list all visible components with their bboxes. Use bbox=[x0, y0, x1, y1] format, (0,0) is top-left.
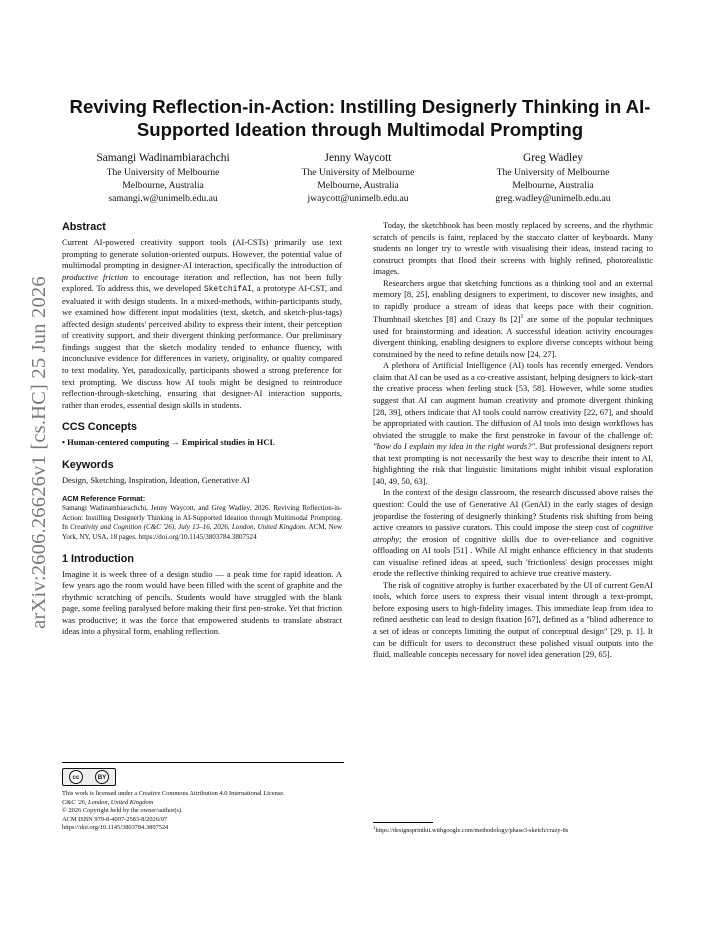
body-paragraph: A plethora of Artificial Intelligence (AI) tools has recently emerged. Vendors claim that AI can be used as a co-creative assistant, helping designers to kick-start the creative process when feeling stuck [53, 58]. However, while some studies suggest that AI can augment human creativity and promote divergent thinking [28, 39], others indicate that AI tools could narrow creativity [22, 67], and should be appropriated with caution. The diffusion of AI tools into design workflows has obviated the struggle to make the first penstroke in favour of the challenge of: "how do I explain my idea in the right words?". But professional designers report that text prompting is not necessarily the best way to describe their intent to AI, highlighting the risk that linguistic limitations might inhibit visual exploration [40, 49, 50, 63]. bbox=[373, 360, 653, 486]
reference-format-text: Samangi Wadinambiarachchi, Jenny Waycott, and Greg Wadley. 2026. Reviving Reflection-in-Action: Instilling Designerly Thinking in AI-Supported Ideation through Multimodal Prompting. In Creativity and Cognition (C&C '26), July 13–16, 2026, London, United Kingdom. ACM, New York, NY, USA, 18 pages. https://doi.org/10.1145/3803784.3807524 bbox=[62, 504, 342, 542]
paper-title: Reviving Reflection-in-Action: Instilling Designerly Thinking in AI-Supported Ideation through Multimodal Prompting bbox=[69, 96, 651, 140]
footnote-divider bbox=[373, 822, 433, 823]
keywords-heading: Keywords bbox=[62, 458, 114, 471]
abstract-heading: Abstract bbox=[62, 221, 106, 233]
body-paragraph: Today, the sketchbook has been mostly replaced by screens, and the rhythmic scratch of pencils is faint, replaced by the staccato clatter of keyboards. Many students no longer try to wrestle with visualising their ideas, instead racing to construct prompts that flood their screens with highly refined, photorealistic images. bbox=[373, 220, 653, 277]
author-email[interactable]: samangi.w@unimelb.edu.au bbox=[108, 193, 218, 204]
left-column bbox=[62, 220, 342, 638]
author-affiliation: The University of Melbourne bbox=[301, 167, 415, 178]
author-location: Melbourne, Australia bbox=[317, 180, 399, 191]
author-location: Melbourne, Australia bbox=[122, 180, 204, 191]
abstract-text: Current AI-powered creativity support tools (AI-CSTs) primarily use text prompting to generate solution-oriented outputs. However, the potential value of multimodal prompting in designer-AI interaction, specifically the introduction of productive friction to encourage iteration and reflection, has not been fully explored. To address this, we developed SketchifAI, a prototype AI-CST, and evaluated it with design students. In a mixed-methods, within-participants study, we examined how different input modalities (text, sketch, and sketch-plus-tags) affected design students' perceived ability to express their intent, their perception of creativity support, and their divergent thinking performance. Our preliminary findings suggest that the sketch modality tended to enhance fluency, with inconclusive evidence for differences in variety, originality, or quality compared to text modality. Yet, paradoxically, participants showed a strong preference for text prompting. We discuss how AI tools might be designed to reintroduce reflection-through-sketching, ensuring that designer-AI interaction supports, rather than erodes, essential design skills in students. bbox=[62, 237, 342, 410]
introduction-paragraph: Imagine it is week three of a design studio — a peak time for rapid ideation. A few years ago the room would have been filled with the scent of graphite and the rhythmic scratching of pencils. Students would have struggled with the blank page, some feeling paralysed before making their first pen-stroke. Yet that friction was productive; it was the force that empowered students to translate abstract ideas into a physical form, enabling reflection. bbox=[62, 568, 342, 637]
author-name: Jenny Waycott bbox=[324, 152, 392, 164]
body-paragraph: In the context of the design classroom, the research discussed above raises the question: Could the use of Generative AI (GenAI) in the early stages of design jeopardise the fostering of designerly thinking? Students risk shifting from being active creators to passive curators. This could impose the steep cost of cognitive atrophy; the erosion of cognitive skills due to over-reliance and cognitive offloading on AI tools [51] . While AI might enhance efficiency in that students can visualise refined ideas at speed, such 'frictionless' design processes might erode the reflective thinking required to achieve true creative mastery. bbox=[373, 487, 653, 579]
author-affiliation: The University of Melbourne bbox=[496, 167, 610, 178]
doi-link[interactable]: https://doi.org/10.1145/3803784.3807524 bbox=[62, 824, 169, 832]
body-paragraph: The risk of cognitive atrophy is further exacerbated by the UI of current GenAI tools, which force users to express their visual intent through a text-prompt, before exposing users to high-fidelity images. This immediate leap from idea to refined aesthetic can lead to design fixation [67], defined as a "blind adherence to a set of ideas or concepts limiting the output of conceptual design" [29, p. 1]. It can be difficult for users to deconstruct these polished visual outputs into the fluid, malleable concepts necessary for novel idea generation [29, 65]. bbox=[373, 579, 653, 660]
footnote-number: 1 bbox=[373, 826, 376, 831]
license-statement: This work is licensed under a Creative Commons Attribution 4.0 International License. bbox=[62, 790, 285, 797]
copyright-line: © 2026 Copyright held by the owner/author(s). bbox=[62, 807, 183, 815]
author-email[interactable]: greg.wadley@unimelb.edu.au bbox=[495, 193, 611, 204]
keywords-text: Design, Sketching, Inspiration, Ideation, Generative AI bbox=[62, 474, 250, 485]
creative-commons-badge[interactable] bbox=[62, 768, 344, 786]
arxiv-identifier: arXiv:2606.26626v1 [cs.HC] 25 Jun 2026 bbox=[27, 275, 50, 629]
ccs-text: • Human-centered computing → Empirical studies in HCI. bbox=[62, 437, 275, 448]
author-list bbox=[68, 151, 648, 205]
author-block bbox=[263, 151, 453, 205]
author-location: Melbourne, Australia bbox=[512, 180, 594, 191]
author-email[interactable]: jwaycott@unimelb.edu.au bbox=[307, 193, 409, 204]
ccs-heading: CCS Concepts bbox=[62, 421, 137, 434]
body-paragraph: Researchers argue that sketching functions as a thinking tool and an external memory [8, 25], enabling designers to experiment, to discover new insights, and to rapidly produce a stream of ideas that keeps pace with their cognition. Thumbnail sketches [8] and Crazy 8s $[2]^1$ are some of the popular techniques used for brainstorming and ideation. A successful ideation activity encourages divergent thinking, enabling designers to explore diverse concepts without being constrained by the need to refine details now [24, 27]. bbox=[373, 277, 653, 359]
isbn-line: ACM ISBN 979-8-4007-2583-8/2026/07 bbox=[62, 815, 168, 823]
conference-line: C&C '26, London, United Kingdom bbox=[62, 798, 154, 806]
reference-format-heading: ACM Reference Format: bbox=[62, 494, 146, 504]
footnote-marker: 1 bbox=[520, 314, 524, 321]
cc-icon: cc bbox=[69, 770, 83, 784]
author-block bbox=[458, 151, 648, 205]
attribution-icon: BY bbox=[95, 770, 109, 784]
license-divider bbox=[62, 762, 344, 763]
author-name: Samangi Wadinambiarachchi bbox=[96, 152, 230, 164]
footnote-link[interactable]: https://designsprintkit.withgoogle.com/methodology/phase3-sketch/crazy-8s bbox=[375, 827, 569, 835]
author-affiliation: The University of Melbourne bbox=[106, 167, 220, 178]
footnote bbox=[373, 822, 653, 834]
right-column bbox=[373, 220, 653, 661]
author-block bbox=[68, 151, 258, 205]
introduction-heading: 1 Introduction bbox=[62, 552, 134, 565]
author-name: Greg Wadley bbox=[523, 152, 583, 164]
license-block bbox=[62, 762, 344, 833]
